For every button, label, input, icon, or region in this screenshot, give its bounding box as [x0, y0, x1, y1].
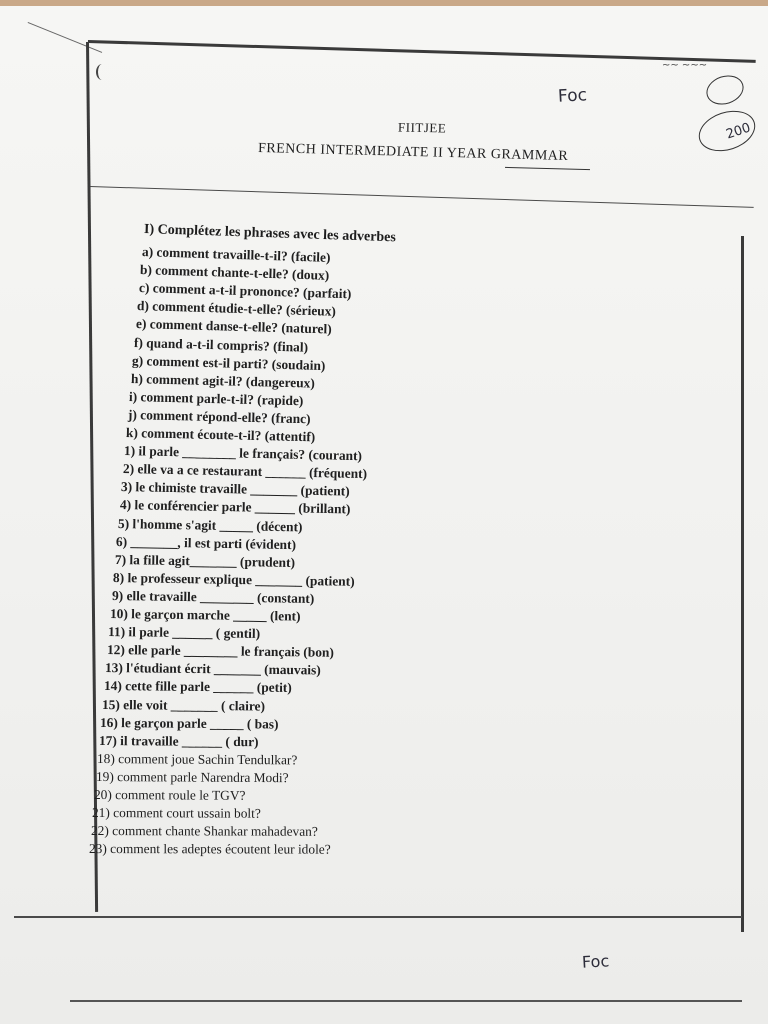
- exercise-item: k) comment écoute-t-il? (attentif): [125, 425, 316, 445]
- exercise-item: 6) _______, il est parti (évident): [116, 533, 297, 552]
- exercise-item: i) comment parle-t-il? (rapide): [129, 388, 304, 409]
- footer-divider: [70, 1000, 742, 1002]
- handwritten-score: 200: [724, 120, 753, 143]
- course-name: FRENCH INTERMEDIATE II YEAR: [257, 140, 487, 162]
- institute-name: FIITJEE: [397, 119, 447, 136]
- exercise-item: 22) comment chante Shankar mahadevan?: [90, 823, 318, 839]
- exercise-item: 14) cette fille parle ______ (petit): [103, 678, 292, 696]
- page-frame-bottom: [14, 916, 742, 918]
- exercise-item: 21) comment court ussain bolt?: [92, 805, 262, 821]
- page-frame-right: [741, 236, 744, 932]
- exercise-item: 1) il parle ________ le français? (courant): [124, 443, 363, 464]
- handwritten-scribble: ~~ ~~~: [662, 60, 708, 71]
- exercise-item: 11) il parle ______ ( gentil): [108, 624, 261, 642]
- exercise-item: 15) elle voit _______ ( claire): [101, 696, 266, 714]
- exercise-item: a) comment travaille-t-il? (facile): [141, 244, 331, 265]
- exercise-item: 2) elle va a ce restaurant ______ (fréquent): [122, 461, 367, 482]
- exercise-item: f) quand a-t-il compris? (final): [133, 334, 309, 355]
- handwritten-label-top: Foc: [557, 85, 588, 107]
- subject-name: GRAMMAR: [490, 147, 569, 165]
- exercise-item: 4) le conférencier parle ______ (brillant): [119, 497, 351, 517]
- exercise-item: 12) elle parle ________ le français (bon): [106, 642, 334, 660]
- exercise-item: c) comment a-t-il prononce? (parfait): [138, 280, 352, 302]
- exercise-item: g) comment est-il parti? (soudain): [132, 352, 326, 373]
- exercise-item: 8) le professeur explique _______ (patient): [113, 569, 355, 589]
- exercise-item: 18) comment joue Sachin Tendulkar?: [97, 750, 298, 768]
- exercise-item: 7) la fille agit_______ (prudent): [114, 551, 295, 570]
- handwritten-label-bottom: Foc: [581, 951, 610, 972]
- exercise-instruction: I) Complétez les phrases avec les adverbes: [143, 222, 397, 246]
- exercise-item: 19) comment parle Narendra Modi?: [95, 768, 289, 786]
- exercise-item: d) comment étudie-t-elle? (sérieux): [136, 298, 337, 320]
- exercise-item: 3) le chimiste travaille _______ (patient): [121, 479, 351, 499]
- exercise-item: j) comment répond-elle? (franc): [127, 406, 311, 427]
- exercise-item: 5) l'homme s'agit _____ (décent): [117, 515, 303, 534]
- exercise-item: 20) comment roule le TGV?: [93, 787, 246, 803]
- exercise-item: 10) le garçon marche _____ (lent): [109, 606, 301, 624]
- exercise-item: e) comment danse-t-elle? (naturel): [135, 316, 332, 337]
- exercise-item: h) comment agit-il? (dangereux): [130, 370, 315, 391]
- exercise-item: 17) il travaille ______ ( dur): [98, 732, 259, 749]
- exercise-item: 16) le garçon parle _____ ( bas): [100, 714, 279, 732]
- exercise-item: 23) comment les adeptes écoutent leur idole?: [89, 841, 331, 857]
- margin-mark: [96, 64, 108, 80]
- exercise-item: 9) elle travaille ________ (constant): [111, 587, 315, 606]
- exercise-item: b) comment chante-t-elle? (doux): [140, 262, 330, 283]
- exercise-item: 13) l'étudiant écrit _______ (mauvais): [105, 660, 321, 678]
